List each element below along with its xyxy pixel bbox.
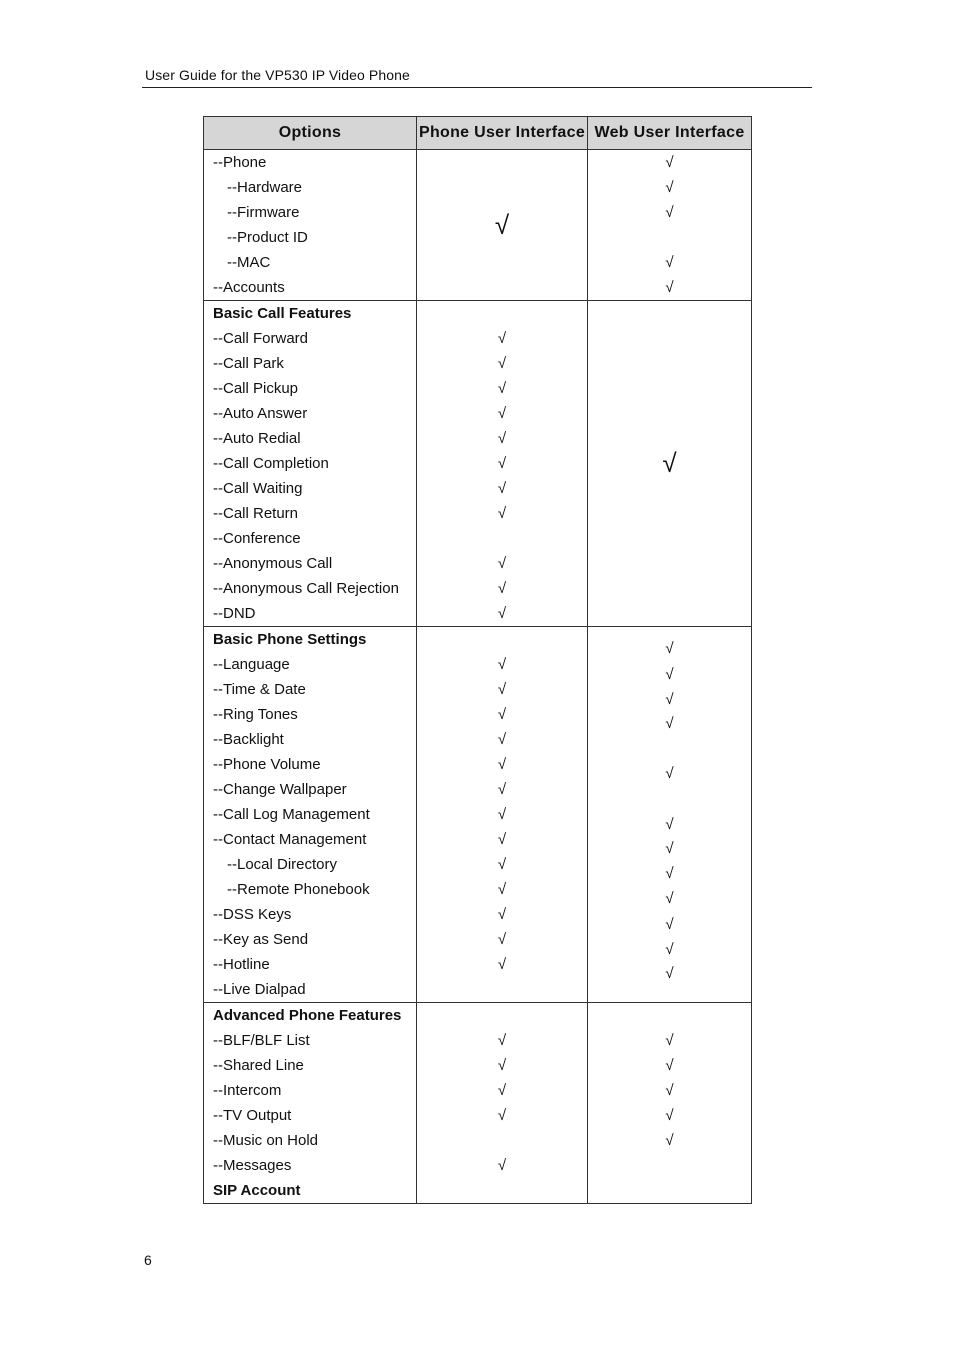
web-ui-check <box>588 225 752 250</box>
option-label: --Product ID <box>204 225 417 250</box>
web-ui-check: √ <box>588 275 752 301</box>
web-ui-check: √ <box>588 1053 752 1078</box>
option-label: --Auto Redial <box>204 426 417 451</box>
phone-ui-check: √ <box>417 376 588 401</box>
option-label: --Hotline <box>204 952 417 977</box>
web-ui-check: √ <box>588 1028 752 1053</box>
phone-ui-check: √ <box>417 426 588 451</box>
option-label: --Call Park <box>204 351 417 376</box>
phone-ui-check: √ <box>417 952 588 977</box>
phone-ui-check: √ <box>417 652 588 677</box>
phone-ui-check: √ <box>417 451 588 476</box>
section-heading-advanced: Advanced Phone Features <box>204 1003 417 1029</box>
web-ui-check: √ <box>665 816 674 833</box>
option-label: --Phone <box>204 150 417 176</box>
web-ui-check: √ <box>665 691 674 708</box>
web-ui-check: √ <box>588 1128 752 1153</box>
option-label: --Ring Tones <box>204 702 417 727</box>
page-number: 6 <box>144 1252 152 1268</box>
table-row <box>204 1153 752 1178</box>
option-label: --Call Waiting <box>204 476 417 501</box>
web-ui-check: √ <box>588 1078 752 1103</box>
phone-ui-check <box>417 977 588 1003</box>
phone-ui-check: √ <box>417 827 588 852</box>
option-label: --Conference <box>204 526 417 551</box>
option-label: --MAC <box>204 250 417 275</box>
option-label: --Auto Answer <box>204 401 417 426</box>
header-divider <box>142 87 812 88</box>
phone-ui-check: √ <box>417 351 588 376</box>
section-heading-row <box>204 1003 752 1029</box>
phone-ui-check: √ <box>417 677 588 702</box>
web-ui-check: √ <box>665 916 674 933</box>
phone-ui-check: √ <box>417 551 588 576</box>
option-label: --Hardware <box>204 175 417 200</box>
option-label: --Remote Phonebook <box>204 877 417 902</box>
web-ui-check: √ <box>588 150 752 176</box>
option-label: --Time & Date <box>204 677 417 702</box>
section-heading-row <box>204 627 752 653</box>
option-label: --Call Pickup <box>204 376 417 401</box>
option-label: --Phone Volume <box>204 752 417 777</box>
phone-ui-check: √ <box>417 326 588 351</box>
option-label: --Call Log Management <box>204 802 417 827</box>
phone-ui-check: √ <box>417 702 588 727</box>
option-label: --Anonymous Call <box>204 551 417 576</box>
phone-ui-check: √ <box>417 1103 588 1128</box>
option-label: --DSS Keys <box>204 902 417 927</box>
web-ui-check: √ <box>588 1103 752 1128</box>
option-label: --Firmware <box>204 200 417 225</box>
option-label: --Live Dialpad <box>204 977 417 1003</box>
phone-ui-check: √ <box>417 1078 588 1103</box>
phone-ui-check: √ <box>417 576 588 601</box>
web-ui-check <box>588 1153 752 1178</box>
phone-ui-check: √ <box>417 852 588 877</box>
phone-ui-check: √ <box>417 476 588 501</box>
phone-ui-check <box>417 301 588 327</box>
web-ui-check: √ <box>588 175 752 200</box>
phone-ui-check-merged: √ <box>417 150 588 301</box>
option-label: --Local Directory <box>204 852 417 877</box>
option-label: --TV Output <box>204 1103 417 1128</box>
option-label: --Anonymous Call Rejection <box>204 576 417 601</box>
web-ui-check: √ <box>665 640 674 657</box>
page-header-title: User Guide for the VP530 IP Video Phone <box>145 67 410 83</box>
web-ui-check <box>588 1003 752 1029</box>
column-header-options: Options <box>204 117 417 150</box>
phone-ui-check: √ <box>417 777 588 802</box>
section-heading-basic-phone: Basic Phone Settings <box>204 627 417 653</box>
phone-ui-check <box>417 526 588 551</box>
table-row <box>204 150 752 176</box>
web-ui-check-column <box>588 627 752 1003</box>
web-ui-check: √ <box>665 965 674 982</box>
section-heading-row <box>204 301 752 327</box>
web-ui-check: √ <box>588 200 752 225</box>
phone-ui-check <box>417 1178 588 1204</box>
phone-ui-check: √ <box>417 727 588 752</box>
web-ui-check: √ <box>665 865 674 882</box>
table-row <box>204 1028 752 1053</box>
option-label: --Shared Line <box>204 1053 417 1078</box>
table-row <box>204 1078 752 1103</box>
phone-ui-check: √ <box>417 802 588 827</box>
web-ui-check: √ <box>588 250 752 275</box>
web-ui-check: √ <box>665 890 674 907</box>
option-label: --Intercom <box>204 1078 417 1103</box>
phone-ui-check <box>417 1128 588 1153</box>
phone-ui-check: √ <box>417 752 588 777</box>
phone-ui-check: √ <box>417 601 588 627</box>
web-ui-check: √ <box>665 840 674 857</box>
web-ui-check: √ <box>665 765 674 782</box>
phone-ui-check: √ <box>417 1028 588 1053</box>
phone-ui-check: √ <box>417 401 588 426</box>
phone-ui-check <box>417 1003 588 1029</box>
web-ui-check: √ <box>665 941 674 958</box>
option-label: --Call Return <box>204 501 417 526</box>
column-header-phone-ui: Phone User Interface <box>417 117 588 150</box>
option-label: --BLF/BLF List <box>204 1028 417 1053</box>
phone-ui-check: √ <box>417 501 588 526</box>
option-label: --Call Completion <box>204 451 417 476</box>
option-label: --DND <box>204 601 417 627</box>
table-header-row <box>204 117 752 150</box>
option-label: --Accounts <box>204 275 417 301</box>
option-label: --Language <box>204 652 417 677</box>
section-heading-sip-account: SIP Account <box>204 1178 417 1204</box>
web-ui-check: √ <box>665 666 674 683</box>
column-header-web-ui: Web User Interface <box>588 117 752 150</box>
option-label: --Messages <box>204 1153 417 1178</box>
phone-ui-check: √ <box>417 902 588 927</box>
phone-ui-check: √ <box>417 877 588 902</box>
option-label: --Backlight <box>204 727 417 752</box>
phone-ui-check: √ <box>417 1053 588 1078</box>
phone-ui-check: √ <box>417 1153 588 1178</box>
phone-ui-check <box>417 627 588 653</box>
table-row <box>204 1103 752 1128</box>
option-label: --Call Forward <box>204 326 417 351</box>
table-row <box>204 1128 752 1153</box>
feature-matrix-table <box>203 116 752 1204</box>
option-label: --Contact Management <box>204 827 417 852</box>
web-ui-check <box>588 1178 752 1204</box>
section-heading-basic-call: Basic Call Features <box>204 301 417 327</box>
phone-ui-check: √ <box>417 927 588 952</box>
web-ui-check-merged: √ <box>588 301 752 627</box>
option-label: --Key as Send <box>204 927 417 952</box>
web-ui-check: √ <box>665 715 674 732</box>
option-label: --Change Wallpaper <box>204 777 417 802</box>
table-row <box>204 1053 752 1078</box>
option-label: --Music on Hold <box>204 1128 417 1153</box>
table-row <box>204 1178 752 1204</box>
